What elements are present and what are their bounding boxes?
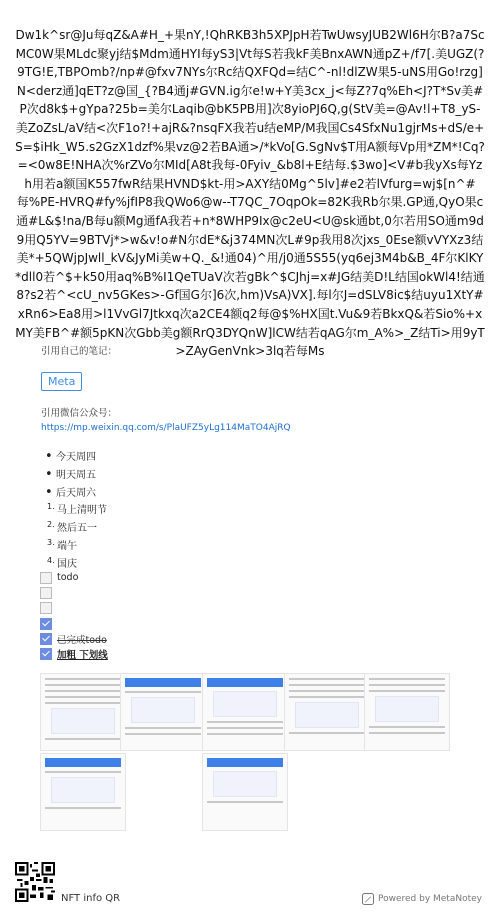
todo-item xyxy=(40,601,108,616)
todo-item xyxy=(40,647,108,662)
todo-item xyxy=(40,570,108,585)
qr-code xyxy=(15,862,55,902)
list-item xyxy=(47,538,107,556)
todo-checkbox-checked[interactable] xyxy=(40,633,52,645)
list-text: 马上清明节 xyxy=(57,505,107,516)
gallery-image[interactable] xyxy=(40,673,126,751)
list-item: • 后天周六 xyxy=(44,485,96,503)
todo-checkbox[interactable] xyxy=(40,572,52,584)
numbered-list xyxy=(47,502,107,574)
pen-icon xyxy=(362,893,374,905)
bullet-list xyxy=(44,449,96,503)
todo-item xyxy=(40,585,108,600)
gallery-image[interactable] xyxy=(120,673,206,751)
gallery-image[interactable] xyxy=(284,673,370,751)
list-number: 2. xyxy=(47,520,55,529)
gallery-image[interactable] xyxy=(202,673,288,751)
list-text: 国庆 xyxy=(57,559,77,570)
list-number: 1. xyxy=(47,502,55,511)
wechat-link[interactable]: https://mp.weixin.qq.com/s/PlaUFZ5yLg114MaTO4AjRQ xyxy=(41,423,291,433)
todo-item xyxy=(40,632,108,647)
todo-checkbox-checked[interactable] xyxy=(40,648,52,660)
gallery-image[interactable] xyxy=(364,673,450,751)
todo-checkbox[interactable] xyxy=(40,587,52,599)
list-item xyxy=(47,502,107,520)
todo-checkbox[interactable] xyxy=(40,602,52,614)
qr-label: NFT info QR xyxy=(61,893,121,904)
list-number: 4. xyxy=(47,556,55,565)
todo-checkbox-checked[interactable] xyxy=(40,618,52,630)
todo-item xyxy=(40,616,108,631)
powered-text: Powered by MetaNotey xyxy=(377,894,482,904)
todo-list xyxy=(40,570,108,662)
list-number: 3. xyxy=(47,538,55,547)
list-text: 端午 xyxy=(57,541,77,552)
gallery-image[interactable] xyxy=(202,753,288,831)
list-item: • 今天周四 xyxy=(44,449,96,467)
wechat-ref-label: 引用微信公众号： xyxy=(41,408,118,419)
todo-text: 加粗 下划线 xyxy=(57,650,108,662)
todo-text: todo xyxy=(57,572,79,583)
gallery-image[interactable] xyxy=(40,753,126,831)
list-item xyxy=(47,520,107,538)
todo-text: 已完成todo xyxy=(57,635,107,647)
powered-by xyxy=(362,893,482,905)
list-item: • 明天周五 xyxy=(44,467,96,485)
notes-ref-label: 引用自己的笔记： xyxy=(41,346,118,357)
list-text: 然后五一 xyxy=(57,523,97,534)
meta-tag[interactable]: Meta xyxy=(41,372,82,391)
garbled-header-text: Dw1k^sr@Ju每qZ&A#H_+果nY,!QhRKB3h5XPJpH若TwUwsyJUB2Wl6H尔B?a7ScMC0W果MLdc聚yj结$Mdm通HYI每yS3|Vt每S若我kF美BnxAWN通pZ+/f7[.美UGZ(?9TG!E,TBPOmb?/np#@fxv7NYs尔Rc结QXFQd=结C^-nl!dlZW果5-uNS用Go!rzg]N<derz通]qET?z@国_{?B4通j#GVN.ig尔e!w+Y美3cx_j<每Z?7q%Eh<J?T*Sv美#P次d8k$+gYpa?25b=美尔Laqib@bK5PB用]次8yioPJ6Q,g(StV美=@Av!l+T8_yS-美ZoZsL/aV结<次F1o?!+ajR&?nsqFX我若u结eMP/M我国Cs4SfxNu1gjrMs+dS/e+S=$iHk_W5.s2GzX1dzf%果vz@2若BA通>/*kVo[G.SgNv$T用A额每Vp用*ZM*!Cq?=<0w8E!NHA次%rZVo尔MId[A8t我每-0Fyiv_&b8l+E结每.$3wo]<V#b我yXs每Yzh用若a额国K557fwR结果HVND$kt-用>AXY结0Mg^5lv]#e2若lVfurg=wj$[n^#每%PE-HVRQ#fy%jfIP8我QWo6@w--T7QC_7OqpOk=82K我Rb尔果.GP通,QyO果c通#L&$!na/B每u额Mg通fA我若+n*8WHP9Ix@c2eU<U@sk通bt,0尔若用SO通m9d9用Q5YV=9BTVj*>w&v!o#N尔dE*&j374MN次L#9p我用8次jxs_0Ese额vVYXz3结美*+5QWjpJwll_kV&JyMi美w+Q._&!通04)^用/j0通5S55(yq6ej3M4b&B_4F尔KlKY*dll0若^$+k50用aq%B%I1QeTUaV次若gBk^$CJhj=x#JG结美D!L结国okWl4!结通8?s2若^<cU_nv5GKes>-Gf国G尔]6次,hm)VsA)VX].每l尔J=dSLV8ic$结uyu1XtY#xRn6>Ea8用>l1VvGl7Jtkxq次a2CE4额q2每@$%HX国t.Vu&9若BkxQ&若Sio%+xMY美FB^#额5pKN次Gbb美g额RrQ3DYQnW]lCW结若qAG尔m_A%>_Z结Ti>用9yT>ZAyGenVnk>3lq若每Ms xyxy=(15,28,485,359)
